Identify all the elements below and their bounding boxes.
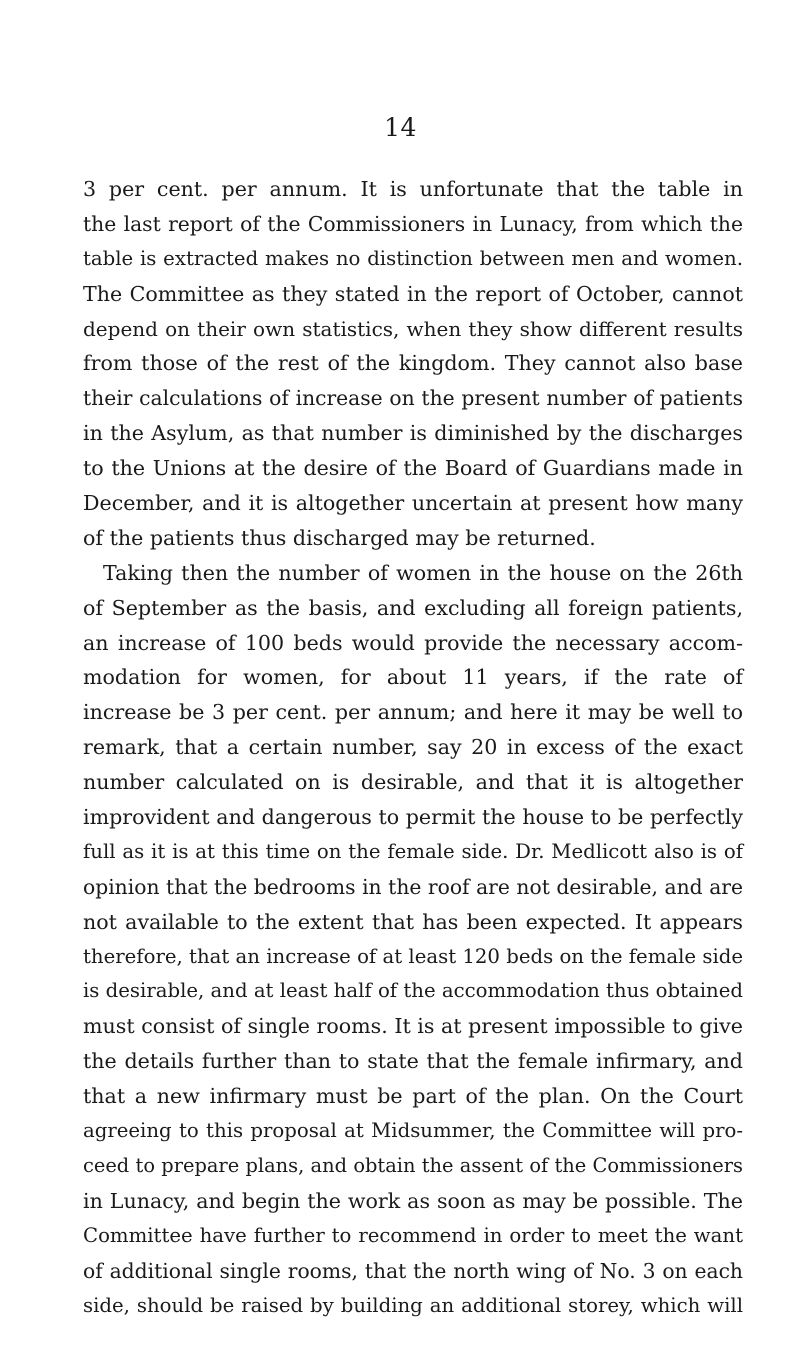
text-line: the details further than to state that the female infirmary, and xyxy=(83,1049,743,1074)
text-line: of additional single rooms, that the north wing of No. 3 on each xyxy=(83,1258,743,1283)
text-line: opinion that the bedrooms in the roof are not desirable, and are xyxy=(83,874,743,899)
text-line: that a new infirmary must be part of the plan. On the Court xyxy=(83,1084,743,1109)
text-line: December, and it is altogether uncertain at present how many xyxy=(83,491,743,516)
text-line: from those of the rest of the kingdom. They cannot also base xyxy=(83,351,743,376)
page-number: 14 xyxy=(384,113,417,142)
text-line: depend on their own statistics, when they show different results xyxy=(83,316,743,341)
text-line: to the Unions at the desire of the Board of Guardians made in xyxy=(83,456,743,481)
text-line: Taking then the number of women in the house on the 26th xyxy=(103,560,743,585)
text-line: an increase of 100 beds would provide the necessary accom- xyxy=(83,630,743,655)
text-line: Committee have further to recommend in order to meet the want xyxy=(83,1223,743,1247)
text-line: is desirable, and at least half of the accommodation thus obtained xyxy=(83,979,743,1003)
text-line: the last report of the Commissioners in Lunacy, from which the xyxy=(83,211,743,236)
text-line: number calculated on is desirable, and that it is altogether xyxy=(83,770,743,795)
text-line: of the patients thus discharged may be returned. xyxy=(83,525,596,550)
text-line: side, should be raised by building an additional storey, which will xyxy=(83,1293,743,1317)
text-line: remark, that a certain number, say 20 in excess of the exact xyxy=(83,735,743,760)
text-line: agreeing to this proposal at Midsummer, the Committee will pro- xyxy=(83,1119,743,1143)
text-line: therefore, that an increase of at least 120 beds on the female side xyxy=(83,944,743,968)
text-line: their calculations of increase on the present number of patients xyxy=(83,386,743,411)
text-line: 3 per cent. per annum. It is unfortunate that the table in xyxy=(83,177,743,201)
text-line: table is extracted makes no distinction between men and women. xyxy=(83,246,743,270)
text-line: increase be 3 per cent. per annum; and here it may be well to xyxy=(83,700,743,725)
text-line: in the Asylum, as that number is diminished by the discharges xyxy=(83,421,743,446)
text-line: must consist of single rooms. It is at present impossible to give xyxy=(83,1014,743,1039)
text-line: not available to the extent that has been expected. It appears xyxy=(83,909,743,934)
text-line: of September as the basis, and excluding all foreign patients, xyxy=(83,595,743,620)
text-line: ceed to prepare plans, and obtain the assent of the Commissioners xyxy=(83,1153,743,1177)
text-line: improvident and dangerous to permit the house to be perfectly xyxy=(83,805,743,830)
body-text xyxy=(83,172,743,1323)
text-line: The Committee as they stated in the report of October, cannot xyxy=(83,281,743,306)
text-line: full as it is at this time on the female side. Dr. Medlicott also is of xyxy=(83,839,743,863)
text-line: modation for women, for about 11 years, if the rate of xyxy=(83,665,743,690)
text-line: in Lunacy, and begin the work as soon as may be possible. The xyxy=(83,1188,743,1213)
